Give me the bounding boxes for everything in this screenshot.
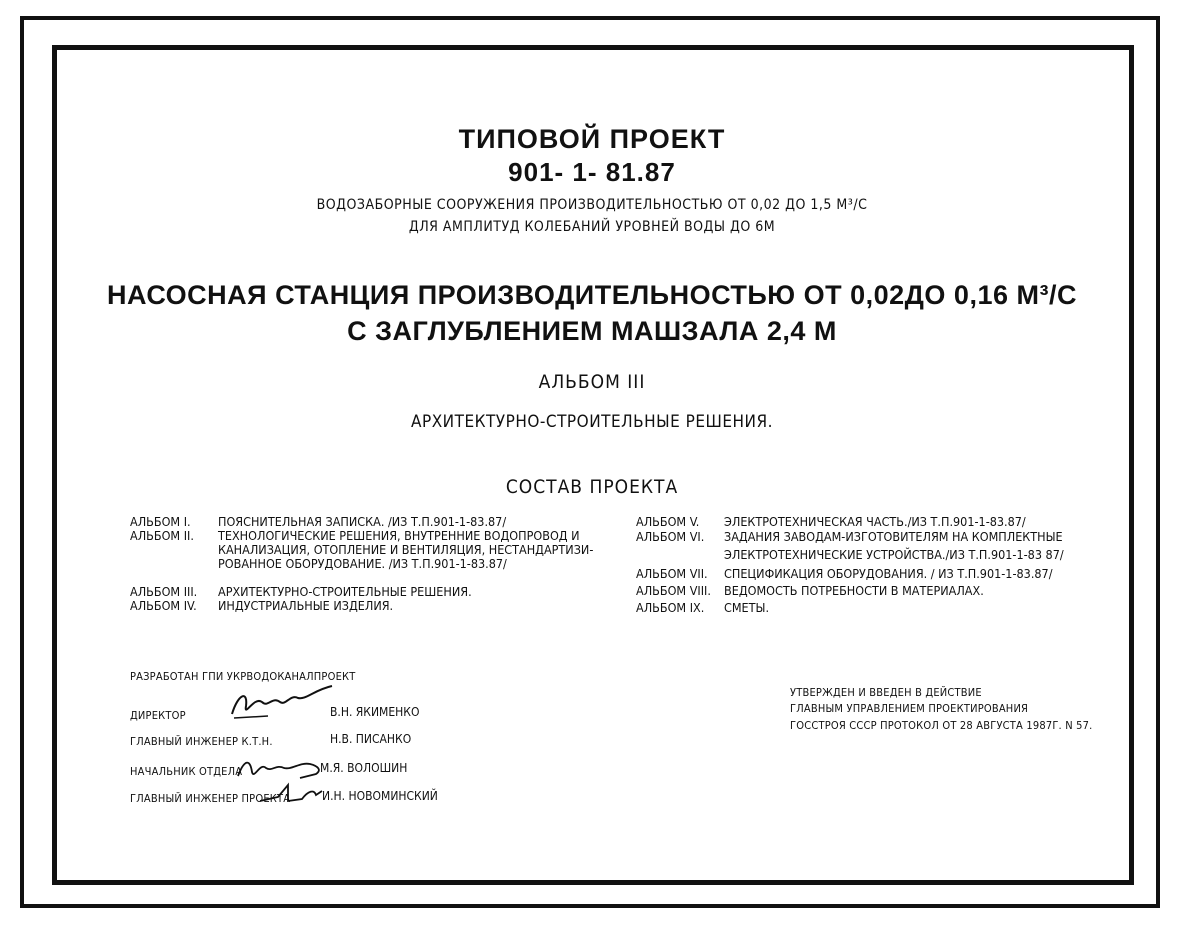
project-type-title: ТИПОВОЙ ПРОЕКТ <box>458 124 726 154</box>
staff-role: ГЛАВНЫЙ ИНЖЕНЕР ПРОЕКТА <box>130 792 291 805</box>
project-number: 901- 1- 81.87 <box>508 157 676 187</box>
main-title-line-2: С ЗАГЛУБЛЕНИЕМ МАШЗАЛА 2,4 М <box>347 316 837 346</box>
project-description-2: ДЛЯ АМПЛИТУД КОЛЕБАНИЙ УРОВНЕЙ ВОДЫ ДО 6М <box>408 219 776 235</box>
list-item-continuation: РОВАННОЕ ОБОРУДОВАНИЕ. /ИЗ Т.П.901-1-83.87/ <box>218 556 507 571</box>
project-description-1: ВОДОЗАБОРНЫЕ СООРУЖЕНИЯ ПРОИЗВОДИТЕЛЬНОСТЬЮ ОТ 0,02 ДО 1,5 М³/С <box>316 197 868 213</box>
list-item: АЛЬБОМ IX. СМЕТЫ. <box>636 600 770 615</box>
staff-name: М.Я. ВОЛОШИН <box>320 761 408 775</box>
staff-name: И.Н. НОВОМИНСКИЙ <box>322 789 438 803</box>
list-item: АЛЬБОМ V. ЭЛЕКТРОТЕХНИЧЕСКАЯ ЧАСТЬ./ИЗ Т.П.901-1-83.87/ <box>636 514 1026 529</box>
list-item: АЛЬБОМ VII. СПЕЦИФИКАЦИЯ ОБОРУДОВАНИЯ. / ИЗ Т.П.901-1-83.87/ <box>636 566 1053 581</box>
approval-line-1: УТВЕРЖДЕН И ВВЕДЕН В ДЕЙСТВИЕ <box>790 686 982 699</box>
album-label: АЛЬБОМ III <box>538 371 646 393</box>
list-item: АЛЬБОМ IV. ИНДУСТРИАЛЬНЫЕ ИЗДЕЛИЯ. <box>130 598 394 613</box>
main-title-line-1: НАСОСНАЯ СТАНЦИЯ ПРОИЗВОДИТЕЛЬНОСТЬЮ ОТ 0,02ДО 0,16 М³/С <box>107 280 1077 310</box>
list-item: АЛЬБОМ VI. ЗАДАНИЯ ЗАВОДАМ-ИЗГОТОВИТЕЛЯМ НА КОМПЛЕКТНЫЕ <box>636 529 1063 544</box>
list-item: АЛЬБОМ I. ПОЯСНИТЕЛЬНАЯ ЗАПИСКА. /ИЗ Т.П.901-1-83.87/ <box>130 514 507 529</box>
contents-heading: СОСТАВ ПРОЕКТА <box>505 476 679 498</box>
department-head-signature <box>236 754 326 782</box>
list-item-continuation: КАНАЛИЗАЦИЯ, ОТОПЛЕНИЕ И ВЕНТИЛЯЦИЯ, НЕСТАНДАРТИЗИ- <box>218 542 594 557</box>
list-item: АЛЬБОМ III. АРХИТЕКТУРНО-СТРОИТЕЛЬНЫЕ РЕШЕНИЯ. <box>130 584 472 599</box>
staff-name: В.Н. ЯКИМЕНКО <box>330 705 420 719</box>
staff-role: ГЛАВНЫЙ ИНЖЕНЕР К.Т.Н. <box>130 735 273 748</box>
staff-role: НАЧАЛЬНИК ОТДЕЛА <box>130 765 243 778</box>
list-item-continuation: ЭЛЕКТРОТЕХНИЧЕСКИЕ УСТРОЙСТВА./ИЗ Т.П.901-1-83 87/ <box>724 547 1064 562</box>
staff-role: ДИРЕКТОР <box>130 709 186 722</box>
director-signature <box>228 684 338 724</box>
approval-line-2: ГЛАВНЫМ УПРАВЛЕНИЕМ ПРОЕКТИРОВАНИЯ <box>790 702 1029 715</box>
approval-line-3: ГОССТРОЯ СССР ПРОТОКОЛ ОТ 28 АВГУСТА 1987Г. N 57. <box>790 719 1093 732</box>
staff-name: Н.В. ПИСАНКО <box>330 732 412 746</box>
list-item: АЛЬБОМ II. ТЕХНОЛОГИЧЕСКИЕ РЕШЕНИЯ, ВНУТРЕННИЕ ВОДОПРОВОД И <box>130 528 580 543</box>
developer-organization: РАЗРАБОТАН ГПИ УКРВОДОКАНАЛПРОЕКТ <box>130 670 356 683</box>
list-item: АЛЬБОМ VIII. ВЕДОМОСТЬ ПОТРЕБНОСТИ В МАТЕРИАЛАХ. <box>636 583 984 598</box>
album-subtitle: АРХИТЕКТУРНО-СТРОИТЕЛЬНЫЕ РЕШЕНИЯ. <box>411 412 773 432</box>
chief-engineer-signature <box>258 781 328 805</box>
